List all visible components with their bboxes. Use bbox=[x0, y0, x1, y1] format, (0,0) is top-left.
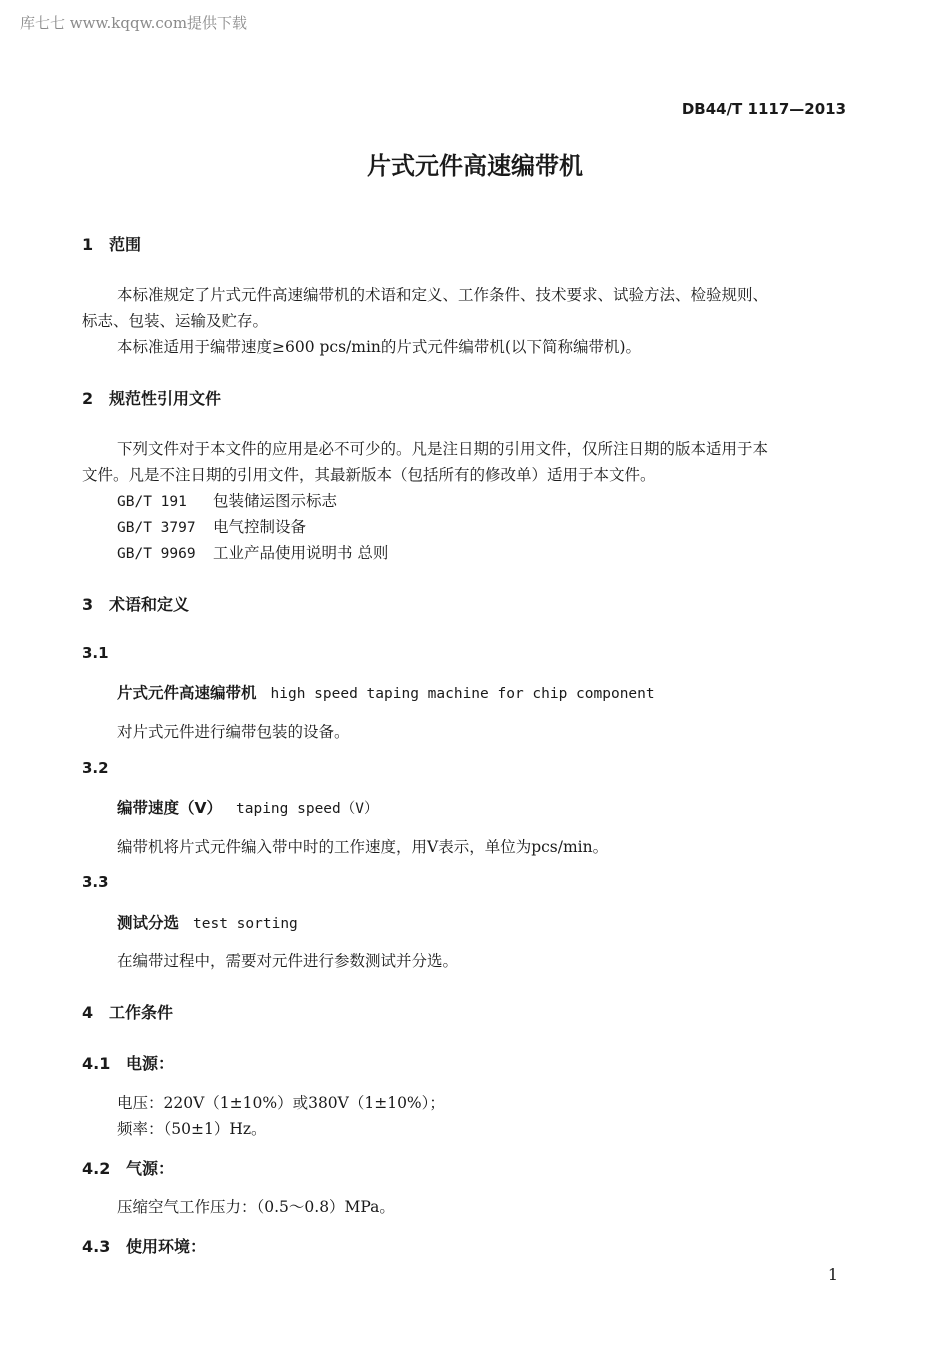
standard-number: DB44/T 1117—2013 bbox=[681, 100, 846, 118]
term-en: test sorting bbox=[193, 916, 298, 932]
subsection-number: 4.2 bbox=[82, 1159, 111, 1178]
term-heading bbox=[117, 681, 655, 703]
term-zh: 片式元件高速编带机 bbox=[117, 684, 257, 702]
term-number: 3.3 bbox=[82, 873, 109, 891]
section-number: 1 bbox=[82, 235, 94, 254]
section-4-heading bbox=[82, 1000, 173, 1023]
subsection-title: 电源： bbox=[126, 1054, 175, 1073]
section-2-heading bbox=[82, 386, 221, 409]
section-title: 术语和定义 bbox=[109, 595, 190, 614]
section-3-heading bbox=[82, 592, 189, 615]
paragraph: 压缩空气工作压力：（0.5～0.8）MPa。 bbox=[117, 1198, 395, 1216]
section-title: 工作条件 bbox=[109, 1003, 174, 1022]
subsection-title: 使用环境： bbox=[126, 1237, 207, 1256]
paragraph: 本标准适用于编带速度≥600 pcs/min的片式元件编带机(以下简称编带机)。 bbox=[117, 338, 642, 356]
term-number: 3.1 bbox=[82, 644, 109, 662]
reference-item bbox=[117, 489, 337, 511]
section-number: 4 bbox=[82, 1003, 94, 1022]
section-title: 范围 bbox=[109, 235, 142, 254]
reference-code: GB/T 191 bbox=[117, 494, 187, 510]
paragraph: 下列文件对于本文件的应用是必不可少的。凡是注日期的引用文件，仅所注日期的版本适用于本 bbox=[117, 440, 769, 458]
subsection-number: 4.1 bbox=[82, 1054, 111, 1073]
term-zh: 编带速度（V） bbox=[117, 799, 222, 817]
section-1-heading bbox=[82, 232, 141, 255]
paragraph: 频率：（50±1）Hz。 bbox=[117, 1120, 267, 1138]
page-number: 1 bbox=[827, 1265, 838, 1284]
term-en: high speed taping machine for chip component bbox=[270, 686, 655, 702]
reference-name: 工业产品使用说明书 总则 bbox=[213, 544, 389, 562]
subsection-title: 气源： bbox=[126, 1159, 175, 1178]
subsection-4-2-heading bbox=[82, 1156, 174, 1179]
reference-code: GB/T 3797 bbox=[117, 520, 196, 536]
term-definition: 编带机将片式元件编入带中时的工作速度，用V表示，单位为pcs/min。 bbox=[117, 838, 609, 856]
term-heading bbox=[117, 796, 379, 818]
term-definition: 在编带过程中，需要对元件进行参数测试并分选。 bbox=[117, 952, 459, 970]
section-title: 规范性引用文件 bbox=[109, 389, 222, 408]
section-number: 3 bbox=[82, 595, 94, 614]
subsection-4-3-heading bbox=[82, 1234, 206, 1257]
term-number: 3.2 bbox=[82, 759, 109, 777]
reference-item bbox=[117, 515, 306, 537]
reference-name: 电气控制设备 bbox=[213, 518, 307, 536]
subsection-4-1-heading bbox=[82, 1051, 174, 1074]
watermark: 库七七 www.kqqw.com提供下载 bbox=[20, 14, 248, 32]
paragraph: 本标准规定了片式元件高速编带机的术语和定义、工作条件、技术要求、试验方法、检验规则、 bbox=[117, 286, 769, 304]
term-en: taping speed（V） bbox=[236, 801, 379, 817]
subsection-number: 4.3 bbox=[82, 1237, 111, 1256]
term-definition: 对片式元件进行编带包装的设备。 bbox=[117, 723, 350, 741]
term-zh: 测试分选 bbox=[117, 914, 180, 932]
reference-name: 包装储运图示标志 bbox=[213, 492, 338, 510]
page-title: 片式元件高速编带机 bbox=[367, 152, 583, 180]
term-heading bbox=[117, 911, 298, 933]
reference-item bbox=[117, 541, 388, 563]
paragraph: 文件。凡是不注日期的引用文件，其最新版本（包括所有的修改单）适用于本文件。 bbox=[82, 466, 656, 484]
paragraph: 电压：220V（1±10%）或380V（1±10%）； bbox=[117, 1094, 445, 1112]
paragraph: 标志、包装、运输及贮存。 bbox=[82, 312, 269, 330]
reference-code: GB/T 9969 bbox=[117, 546, 196, 562]
section-number: 2 bbox=[82, 389, 94, 408]
